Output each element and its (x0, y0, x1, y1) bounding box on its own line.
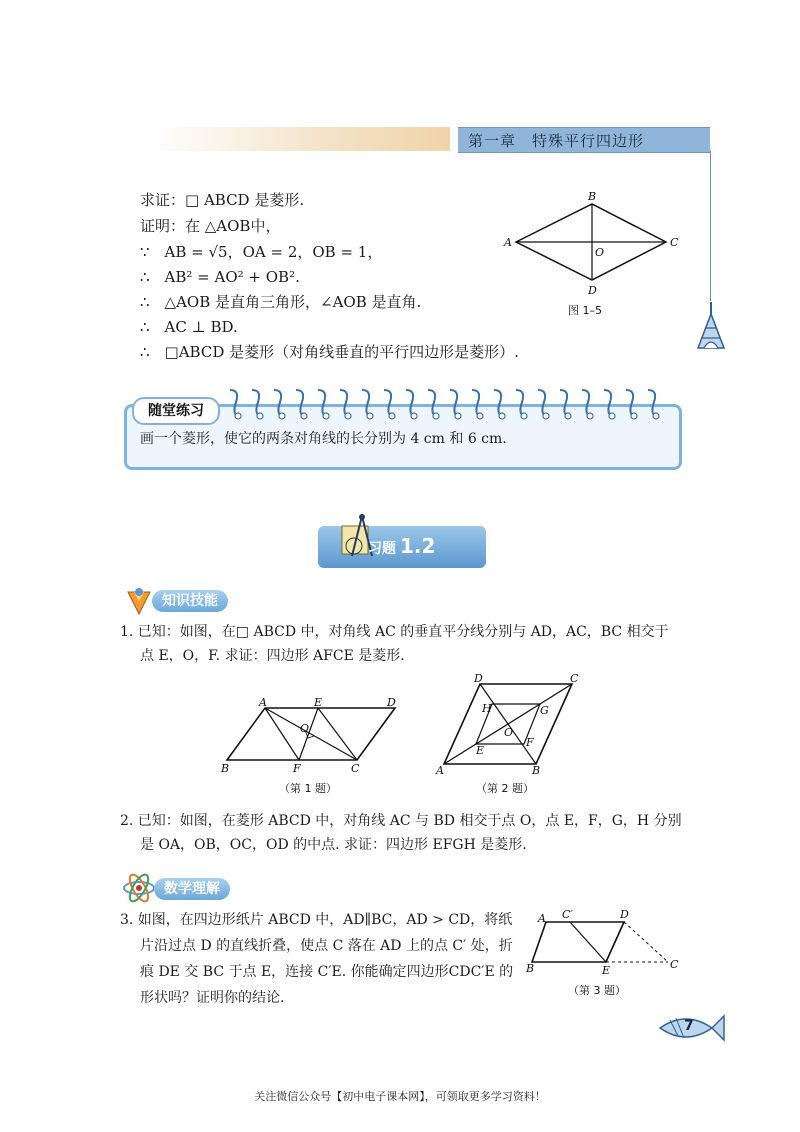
chapter-title: 第一章 特殊平行四边形 (468, 132, 645, 150)
spiral-ring (318, 390, 326, 416)
spiral-ring (274, 390, 282, 416)
tower-icon (690, 300, 732, 350)
question-3-line-4: 形状吗？证明你的结论. (140, 990, 285, 1006)
spiral-ring (384, 390, 392, 416)
practice-tag: 随堂练习 (132, 397, 220, 425)
fig2-label-g: G (540, 704, 549, 717)
fig15-label-c: C (670, 236, 679, 249)
exercise-title-small: 习题 (368, 541, 396, 557)
spiral-ring (296, 390, 304, 416)
spiral-ring (230, 390, 238, 416)
page-number: 7 (684, 1018, 694, 1034)
fig15-caption: 图 1–5 (568, 304, 602, 317)
fig3-label-e: E (602, 964, 611, 977)
fig1-label-a: A (259, 696, 267, 709)
fig15-label-d: D (588, 284, 597, 297)
spiral-hole (521, 413, 527, 419)
fig1-label-b: B (221, 762, 230, 775)
spiral-hole (609, 413, 615, 419)
spiral-hole (565, 413, 571, 419)
spiral-ring (428, 390, 436, 416)
proof-line-2: 证明：在 △AOB中， (140, 217, 281, 235)
fig3-label-b: B (526, 962, 535, 975)
question-3-line-2: 片沿过点 D 的直线折叠，使点 C 落在 AD 上的点 C′ 处，折 (140, 938, 513, 954)
question-2-line-2: 是 OA，OB，OC，OD 的中点. 求证：四边形 EFGH 是菱形. (140, 837, 527, 853)
fig2-label-o: O (504, 726, 514, 739)
spiral-hole (433, 413, 439, 419)
spiral-ring (582, 390, 590, 416)
spiral-ring (362, 390, 370, 416)
fig3-label-d: D (620, 908, 629, 921)
proof-line-5: ∴ △AOB 是直角三角形，∠AOB 是直角. (140, 293, 422, 311)
question-3-line-1: 3. 如图，在四边形纸片 ABCD 中，AD∥BC，AD > CD，将纸 (120, 912, 513, 928)
spiral-hole (653, 413, 659, 419)
spiral-ring (472, 390, 480, 416)
spiral-hole (543, 413, 549, 419)
fig3-label-c-prime: C′ (562, 908, 573, 921)
spiral-hole (631, 413, 637, 419)
spiral-hole (279, 413, 285, 419)
question-2-line-1: 2. 已知：如图，在菱形 ABCD 中，对角线 AC 与 BD 相交于点 O，点 E，F，G，H 分别 (120, 813, 682, 829)
fig15-label-o: O (595, 246, 605, 259)
margin-line (710, 151, 711, 301)
spiral-hole (587, 413, 593, 419)
spiral-ring (626, 390, 634, 416)
spiral-hole (477, 413, 483, 419)
spiral-ring (560, 390, 568, 416)
spiral-ring (516, 390, 524, 416)
fig2-label-e: E (476, 744, 485, 757)
proof-line-6: ∴ AC ⊥ BD. (140, 318, 238, 336)
spiral-ring (538, 390, 546, 416)
spiral-hole (499, 413, 505, 419)
spiral-ring (252, 390, 260, 416)
spiral-hole (301, 413, 307, 419)
spiral-hole (389, 413, 395, 419)
fig1-label-f: F (293, 762, 301, 775)
figure-1-5-rhombus (500, 190, 690, 320)
question-1-line-2: 点 E，O，F. 求证：四边形 AFCE 是菱形. (140, 648, 405, 664)
fig2-label-f: F (526, 736, 534, 749)
figure-q1-parallelogram (215, 698, 405, 798)
question-1-line-1: 1. 已知：如图，在□ ABCD 中，对角线 AC 的垂直平分线分别与 AD，AC，BC 相交于 (120, 624, 669, 640)
exercise-title-number: 1.2 (400, 534, 436, 558)
proof-line-3: ∵ AB = √5，OA = 2，OB = 1， (140, 243, 383, 261)
spiral-hole (257, 413, 263, 419)
spiral-ring (648, 390, 656, 416)
fig1-label-e: E (314, 696, 323, 709)
spiral-ring (340, 390, 348, 416)
pencil-icon (124, 586, 154, 616)
spiral-binding-icon (222, 386, 672, 422)
fig2-label-d: D (474, 672, 483, 685)
fig1-label-o: O (300, 722, 310, 735)
fig3-caption: （第 3 题） (568, 984, 626, 997)
spiral-hole (455, 413, 461, 419)
fig3-label-c: C (670, 958, 679, 971)
atom-icon (122, 874, 156, 902)
fig2-label-b: B (532, 764, 541, 777)
fig15-label-a: A (504, 236, 512, 249)
figure-q2-rhombus (432, 674, 592, 798)
question-3-line-3: 痕 DE 交 BC 于点 E，连接 C′E. 你能确定四边形CDC′E 的 (140, 964, 514, 980)
fig3-label-a: A (538, 912, 546, 925)
fig2-caption: （第 2 题） (476, 782, 534, 795)
spiral-ring (494, 390, 502, 416)
proof-line-4: ∴ AB² = AO² + OB². (140, 268, 300, 286)
footer-note: 关注微信公众号【初中电子课本网】，可领取更多学习资料！ (254, 1090, 546, 1103)
spiral-hole (323, 413, 329, 419)
fig2-label-a: A (436, 764, 444, 777)
proof-line-7: ∴ □ABCD 是菱形（对角线垂直的平行四边形是菱形）. (140, 343, 519, 361)
spiral-hole (235, 413, 241, 419)
spiral-hole (411, 413, 417, 419)
spiral-ring (604, 390, 612, 416)
spiral-hole (367, 413, 373, 419)
proof-line-1: 求证：□ ABCD 是菱形. (140, 191, 305, 209)
spiral-hole (345, 413, 351, 419)
fig1-label-d: D (387, 696, 396, 709)
figure-q3-fold (528, 906, 688, 1000)
fig2-label-c: C (570, 672, 579, 685)
spiral-ring (406, 390, 414, 416)
practice-text: 画一个菱形，使它的两条对角线的长分别为 4 cm 和 6 cm. (140, 431, 507, 447)
section-tag-understanding: 数学理解 (154, 878, 230, 900)
spiral-ring (450, 390, 458, 416)
header-gradient (150, 127, 450, 151)
fig15-label-b: B (588, 190, 597, 203)
fig1-caption: （第 1 题） (279, 782, 337, 795)
fig2-label-h: H (482, 702, 492, 715)
section-tag-skills: 知识技能 (152, 590, 228, 612)
fig1-label-c: C (351, 762, 360, 775)
